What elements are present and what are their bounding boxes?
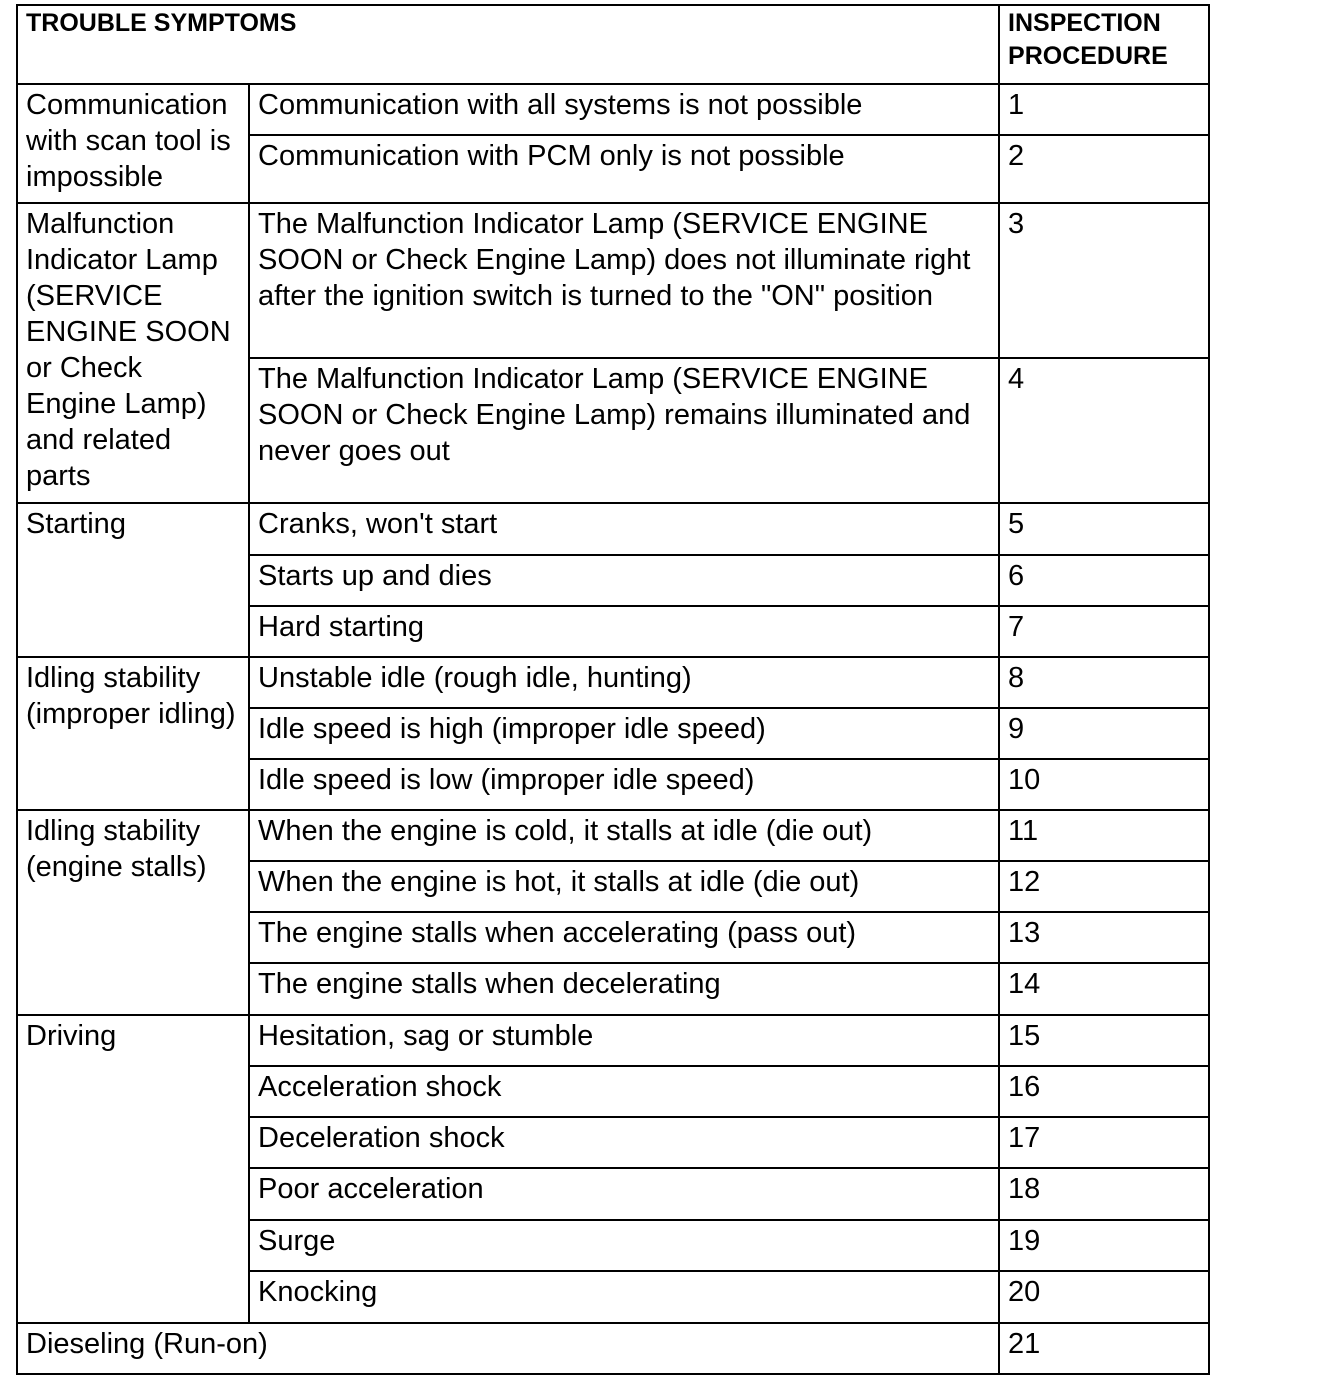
- symptom-cell: The engine stalls when decelerating: [249, 963, 999, 1015]
- procedure-number-cell: 20: [999, 1271, 1209, 1323]
- symptom-cell: Unstable idle (rough idle, hunting): [249, 657, 999, 708]
- category-cell: Driving: [17, 1015, 249, 1323]
- category-cell: Starting: [17, 503, 249, 657]
- symptom-cell: Hard starting: [249, 606, 999, 657]
- procedure-number-cell: 13: [999, 912, 1209, 963]
- procedure-number-cell: 11: [999, 810, 1209, 861]
- procedure-number-cell: 3: [999, 203, 1209, 358]
- procedure-number-cell: 12: [999, 861, 1209, 912]
- procedure-number-cell: 6: [999, 555, 1209, 606]
- procedure-number-cell: 17: [999, 1117, 1209, 1168]
- procedure-header: INSPECTION PROCEDURE: [999, 5, 1209, 84]
- procedure-number-cell: 18: [999, 1168, 1209, 1220]
- procedure-number-cell: 7: [999, 606, 1209, 657]
- procedure-number-cell: 15: [999, 1015, 1209, 1066]
- symptom-cell: The Malfunction Indicator Lamp (SERVICE ENGINE SOON or Check Engine Lamp) remains illuminated and never goes out: [249, 358, 999, 503]
- table-row: [17, 84, 1209, 135]
- symptom-cell: Knocking: [249, 1271, 999, 1323]
- symptom-cell: Surge: [249, 1220, 999, 1271]
- procedure-number-cell: 1: [999, 84, 1209, 135]
- symptom-cell: When the engine is hot, it stalls at idle (die out): [249, 861, 999, 912]
- procedure-number-cell: 21: [999, 1323, 1209, 1374]
- procedure-number-cell: 4: [999, 358, 1209, 503]
- procedure-number-cell: 5: [999, 503, 1209, 555]
- table-row: [17, 657, 1209, 708]
- procedure-number-cell: 14: [999, 963, 1209, 1015]
- symptoms-header: TROUBLE SYMPTOMS: [17, 5, 999, 84]
- symptom-cell: Communication with all systems is not possible: [249, 84, 999, 135]
- symptom-cell: Idle speed is high (improper idle speed): [249, 708, 999, 759]
- table-row: [17, 503, 1209, 555]
- category-cell: Communication with scan tool is impossible: [17, 84, 249, 203]
- symptom-cell: Hesitation, sag or stumble: [249, 1015, 999, 1066]
- procedure-number-cell: 2: [999, 135, 1209, 203]
- symptom-cell: Deceleration shock: [249, 1117, 999, 1168]
- symptom-cell: Cranks, won't start: [249, 503, 999, 555]
- table-row: [17, 1015, 1209, 1066]
- symptom-cell: Communication with PCM only is not possible: [249, 135, 999, 203]
- category-cell: Idling stability (engine stalls): [17, 810, 249, 1015]
- procedure-number-cell: 9: [999, 708, 1209, 759]
- symptom-cell: The Malfunction Indicator Lamp (SERVICE ENGINE SOON or Check Engine Lamp) does not illuminate right after the ignition switch is turned to the "ON" position: [249, 203, 999, 358]
- symptom-cell: The engine stalls when accelerating (pass out): [249, 912, 999, 963]
- trouble-symptoms-table: [16, 4, 1210, 1375]
- table-row: [17, 203, 1209, 358]
- symptom-cell: Dieseling (Run-on): [17, 1323, 999, 1374]
- symptom-cell: Poor acceleration: [249, 1168, 999, 1220]
- category-cell: Idling stability (improper idling): [17, 657, 249, 810]
- table-row: [17, 810, 1209, 861]
- procedure-number-cell: 16: [999, 1066, 1209, 1117]
- procedure-number-cell: 19: [999, 1220, 1209, 1271]
- symptom-cell: Starts up and dies: [249, 555, 999, 606]
- symptom-cell: Acceleration shock: [249, 1066, 999, 1117]
- category-cell: Malfunction Indicator Lamp (SERVICE ENGINE SOON or Check Engine Lamp) and related parts: [17, 203, 249, 503]
- table-row: [17, 1323, 1209, 1374]
- procedure-number-cell: 10: [999, 759, 1209, 810]
- procedure-number-cell: 8: [999, 657, 1209, 708]
- symptom-cell: Idle speed is low (improper idle speed): [249, 759, 999, 810]
- symptom-cell: When the engine is cold, it stalls at idle (die out): [249, 810, 999, 861]
- header-row: [17, 5, 1209, 84]
